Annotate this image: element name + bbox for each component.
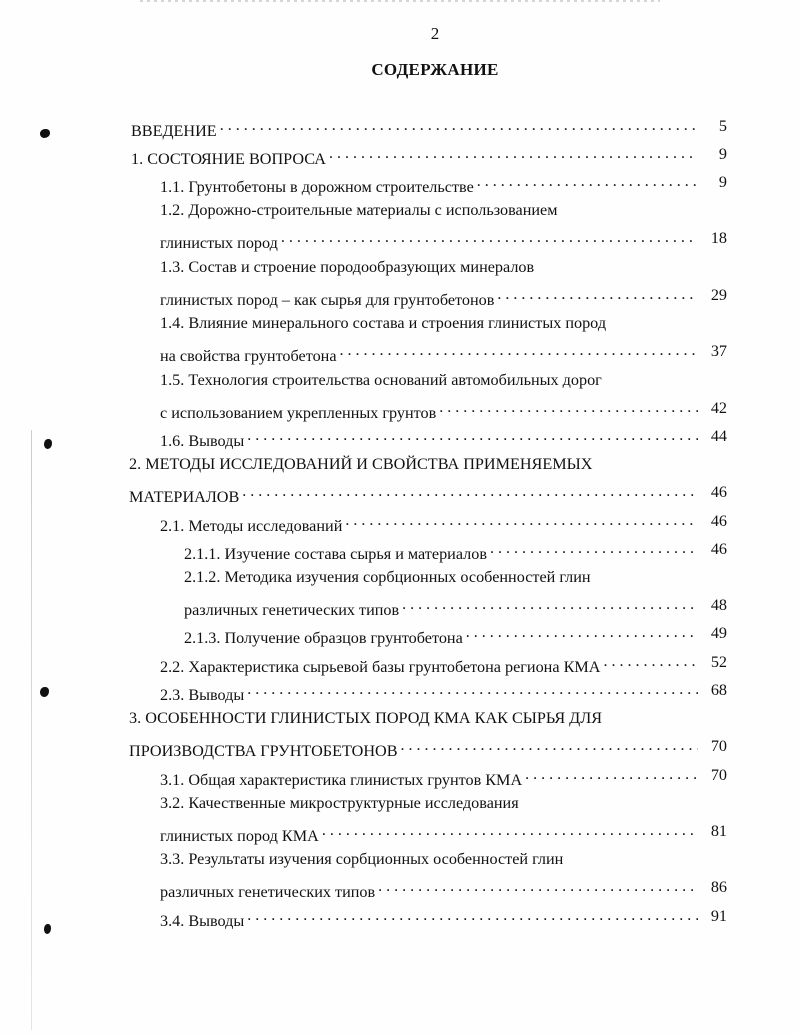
toc-entry-text: 1.6. Выводы — [160, 432, 245, 450]
toc-entry-text: различных генетических типов — [184, 601, 400, 620]
scan-speck — [40, 687, 49, 697]
toc-entry-line — [160, 511, 704, 535]
toc-page-number: 9 — [718, 173, 727, 191]
toc-entry-text: 2. МЕТОДЫ ИССЛЕДОВАНИЙ И СВОЙСТВА ПРИМЕНЯЕМЫХ — [129, 455, 593, 473]
toc-entry-line — [160, 426, 704, 450]
toc-entry-text: 2.3. Выводы — [160, 686, 245, 704]
toc-entry-line — [184, 595, 704, 620]
toc-entry-text: с использованием укрепленных грунтов — [160, 404, 437, 423]
toc-entry-line — [131, 116, 704, 140]
toc-entry-text: глинистых пород — [160, 234, 278, 253]
toc-page-number: 29 — [710, 286, 727, 305]
toc-dot-leader — [402, 595, 698, 615]
toc-dot-leader — [247, 426, 698, 446]
toc-dot-leader — [525, 765, 698, 785]
toc-entry-text: 1.3. Состав и строение породообразующих минералов — [160, 258, 535, 276]
toc-page-number: 52 — [710, 653, 727, 671]
toc-entry-text: 2.1.2. Методика изучения сорбционных особенностей глин — [184, 568, 591, 586]
toc-dot-leader — [378, 877, 698, 897]
toc-page-number: 91 — [710, 907, 727, 925]
toc-dot-leader — [340, 341, 698, 361]
toc-page-number: 49 — [710, 624, 727, 642]
toc-entry-text: 1.5. Технология строительства оснований автомобильных дорог — [160, 371, 602, 389]
toc-page-number: 37 — [710, 342, 727, 361]
toc-entry-text: различных генетических типов — [160, 883, 376, 902]
toc-dot-leader — [220, 116, 698, 136]
toc-dot-leader — [247, 906, 698, 926]
page-title: СОДЕРЖАНИЕ — [371, 60, 499, 79]
toc-page-number: 70 — [710, 766, 727, 784]
toc-entry-line — [160, 821, 704, 846]
toc-dot-leader — [466, 623, 698, 643]
toc-page-number: 70 — [710, 737, 727, 756]
toc-entry-text: на свойства грунтобетона — [160, 347, 337, 366]
scan-edge-left — [31, 430, 32, 1030]
toc-dot-leader — [329, 144, 698, 164]
toc-entry-text: 1.2. Дорожно-строительные материалы с использованием — [160, 201, 558, 219]
toc-entry-text: 3. ОСОБЕННОСТИ ГЛИНИСТЫХ ПОРОД КМА КАК СЫРЬЯ ДЛЯ — [129, 709, 602, 727]
toc-dot-leader — [603, 652, 698, 672]
toc-page-number: 86 — [710, 878, 727, 897]
toc-entry-text: 2.1.3. Получение образцов грунтобетона — [184, 629, 463, 647]
toc-entry-text: 2.1. Методы исследований — [160, 517, 343, 535]
scan-edge-top — [140, 0, 660, 2]
toc-entry-text: 3.2. Качественные микроструктурные исследования — [160, 794, 519, 812]
toc-entry-line — [129, 736, 704, 761]
toc-entry-text: МАТЕРИАЛОВ — [129, 488, 240, 507]
toc-page-number: 81 — [710, 822, 727, 841]
toc-dot-leader — [497, 285, 698, 305]
toc-page-number: 5 — [718, 117, 727, 135]
toc-entry-text: 1.1. Грунтобетоны в дорожном строительстве — [160, 178, 474, 196]
toc-page-number: 44 — [710, 427, 727, 445]
toc-page-number: 42 — [710, 399, 727, 418]
toc-entry-line — [184, 539, 704, 563]
toc-dot-leader — [281, 228, 698, 248]
toc-entry-line — [160, 652, 704, 676]
toc-entry-text: 3.1. Общая характеристика глинистых грунтов КМА — [160, 771, 523, 789]
toc-entry-line — [160, 341, 704, 366]
toc-entry-line — [160, 765, 704, 789]
toc-entry-text: 3.3. Результаты изучения сорбционных особенностей глин — [160, 850, 564, 868]
toc-dot-leader — [401, 736, 699, 756]
scan-speck — [40, 129, 50, 138]
toc-entry-line — [160, 285, 704, 310]
toc-page-number: 68 — [710, 681, 727, 699]
toc-entry-text: 2.2. Характеристика сырьевой базы грунтобетона региона КМА — [160, 658, 601, 676]
scan-speck — [44, 439, 52, 449]
toc-entry-text: глинистых пород – как сырья для грунтобетонов — [160, 291, 495, 310]
toc-entry-text: 1.4. Влияние минерального состава и строения глинистых пород — [160, 314, 607, 332]
page-number: 2 — [430, 24, 440, 43]
toc-entry-text: ПРОИЗВОДСТВА ГРУНТОБЕТОНОВ — [129, 742, 398, 761]
toc-dot-leader — [345, 511, 698, 531]
toc-entry-line — [160, 172, 704, 196]
toc-entry-line — [160, 680, 704, 704]
toc-dot-leader — [242, 482, 698, 502]
toc-entry-line — [131, 144, 704, 168]
toc-dot-leader — [322, 821, 698, 841]
toc-page-number: 48 — [710, 596, 727, 615]
toc-page-number: 46 — [710, 512, 727, 530]
toc-entry-line — [160, 398, 704, 423]
toc-entry-text: ВВЕДЕНИЕ — [131, 122, 217, 140]
toc-entry-text: 2.1.1. Изучение состава сырья и материалов — [184, 545, 487, 563]
toc-page-number: 46 — [710, 540, 727, 558]
toc-entry-line — [160, 877, 704, 902]
toc-entry-line — [129, 482, 704, 507]
toc-entry-text: 3.4. Выводы — [160, 912, 245, 930]
toc-entry-text: глинистых пород КМА — [160, 827, 319, 846]
toc-entry-text: 1. СОСТОЯНИЕ ВОПРОСА — [131, 150, 326, 168]
toc-page-number: 18 — [710, 229, 727, 248]
toc-entry-line — [160, 906, 704, 930]
scan-speck — [44, 924, 51, 934]
toc-entry-line — [184, 623, 704, 647]
toc-dot-leader — [477, 172, 698, 192]
toc-dot-leader — [490, 539, 698, 559]
toc-dot-leader — [439, 398, 698, 418]
toc-entry-line — [160, 228, 704, 253]
toc-dot-leader — [247, 680, 698, 700]
toc-page-number: 9 — [718, 145, 727, 163]
toc-page-number: 46 — [710, 483, 727, 502]
